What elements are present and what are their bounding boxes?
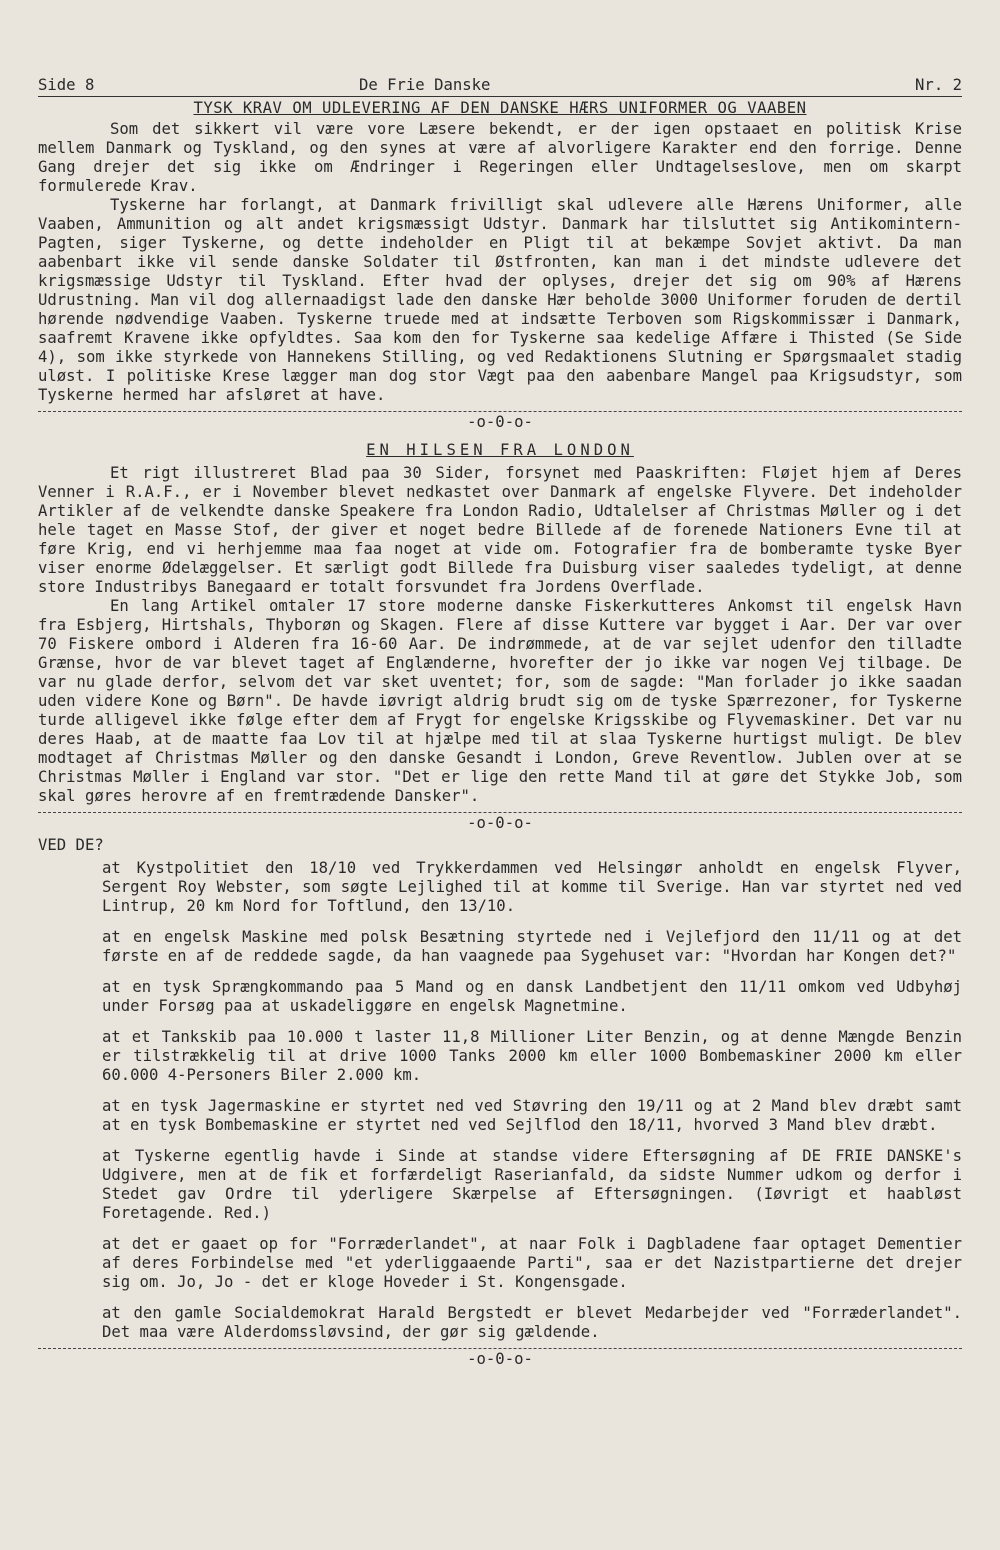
separator-mark: -o-0-o-	[467, 1350, 533, 1368]
ved-de-item: at det er gaaet op for "Forræderlandet", at naar Folk i Dagbladene faar optaget Dementier af deres Forbindelse med "et yderliggaaende Parti", saa er det Nazistpartierne det drejer sig om. Jo, Jo - det er kloge Hoveder i St. Kongensgade.	[102, 1235, 962, 1291]
article2-heading: EN HILSEN FRA LONDON	[366, 441, 634, 459]
separator-mark: -o-0-o-	[467, 814, 533, 832]
ved-de-item: at et Tankskib paa 10.000 t laster 11,8 Millioner Liter Benzin, og at denne Mængde Benzin er tilstrækkelig til at drive 1000 Tanks 2000 km eller 1000 Bombemaskiner 2000 km eller 60.000 4-Personers Biler 2.000 km.	[102, 1028, 962, 1084]
ved-de-item: at en engelsk Maskine med polsk Besætning styrtede ned i Vejlefjord den 11/11 og at det første en af de reddede sagde, da han vaagnede paa Sygehuset var: "Hvordan har Kongen det?"	[102, 928, 962, 965]
ved-de-title: VED DE?	[38, 836, 104, 854]
separator-line	[38, 812, 962, 813]
ved-de-item: at en tysk Jagermaskine er styrtet ned ved Støvring den 19/11 og at 2 Mand blev dræbt samt at en tysk Bombemaskine er styrtet ned ved Sejlflod den 18/11, hvorved 3 Mand blev dræbt.	[102, 1097, 962, 1134]
article2-paragraph: En lang Artikel omtaler 17 store moderne danske Fiskerkutteres Ankomst til engelsk Havn fra Esbjerg, Hirtshals, Thyborøn og Skagen. Flere af disse Kuttere var bygget i Aar. Der var over 70 Fiskere ombord i Alderen fra 16-60 Aar. De indrømmede, at de var sejlet udenfor den tilladte Grænse, hvor de var blevet taget af Englænderne, hvorefter der jo ikke var nogen Vej tilbage. De var nu glade derfor, selvom det var sket uventet; for, som de sagde: "Man forlader jo ikke saadan uden videre Kone og Børn". De havde iøvrigt aldrig brudt sig om de tyske Spærrezoner, for Tyskerne turde alligevel ikke følge efter dem af Frygt for engelske Krigsskibe og Flyvemaskiner. Det var nu deres Haab, at de maatte faa Lov til at hjælpe med til at slaa Tyskerne hurtigst muligt. De blev modtaget af Christmas Møller og den danske Gesandt i London, Greve Reventlow. Jublen over at se Christmas Møller i England var stor. "Det er lige den rette Mand til at gøre det Stykke Job, som skal gøres herovre af en fremtrædende Dansker".	[38, 597, 962, 805]
separator-line	[38, 1348, 962, 1349]
section-separator	[38, 808, 962, 830]
article2-paragraph: Et rigt illustreret Blad paa 30 Sider, forsynet med Paaskriften: Fløjet hjem af Deres Venner i R.A.F., er i November blevet nedkastet over Danmark af engelske Flyvere. Det indeholder Artikler af de velkendte danske Speakere fra London Radio, Udtalelser af Christmas Møller og i det hele taget en Masse Stof, der giver et noget bedre Billede af de forenede Nationers Evne til at føre Krig, end vi herhjemme maa faa noget at vide om. Fotografier fra de bomberamte tyske Byer viser enorme Ødelæggelser. Et særligt godt Billede fra Duisburg viser saaledes tydeligt, at denne store Industribys Banegaard er totalt forsvundet fra Jordens Overflade.	[38, 464, 962, 596]
newspaper-title: De Frie Danske	[358, 76, 491, 94]
article1-paragraph: Tyskerne har forlangt, at Danmark frivilligt skal udlevere alle Hærens Uniformer, alle Vaaben, Ammunition og alt andet krigsmæssigt Udstyr. Danmark har tilsluttet sig Antikomintern-Pagten, siger Tyskerne, og dette indeholder en Pligt til at bekæmpe Sovjet aktivt. Da man aabenbart ikke vil sende danske Soldater til Østfronten, kan man i det mindste udlevere det krigsmæssige Udstyr til Tyskland. Efter hvad der oplyses, drejer det sig om 90% af Hærens Udrustning. Man vil dog allernaadigst lade den danske Hær beholde 3000 Uniformer foruden de dertil hørende nødvendige Vaaben. Tyskerne truede med at indsætte Terboven som Rigskommissær i Danmark, saafremt Kravene ikke opfyldtes. Saa kom den for Tyskerne saa kedelige Affære i Thisted (Se Side 4), som ikke styrkede von Hannekens Stilling, og ved Redaktionens Slutning er Spørgsmaalet stadig uløst. I politiske Krese lægger man dog stor Vægt paa den aabenbare Mangel paa Krigsudstyr, som Tyskerne hermed har afsløret at have.	[38, 196, 962, 404]
ved-de-item: at den gamle Socialdemokrat Harald Bergstedt er blevet Medarbejder ved "Forræderlandet". Det maa være Alderdomssløvsind, der gør sig gældende.	[102, 1304, 962, 1341]
page-header	[38, 76, 962, 97]
ved-de-item: at Tyskerne egentlig havde i Sinde at standse videre Eftersøgning af DE FRIE DANSKE's Udgivere, men at de fik et forfærdeligt Raserianfald, da sidste Nummer udkom og derfor i Stedet gav Ordre til yderligere Skærpelse af Eftersøgningen. (Iøvrigt et haabløst Foretagende. Red.)	[102, 1147, 962, 1222]
separator-mark: -o-0-o-	[467, 413, 533, 431]
section-separator	[38, 407, 962, 429]
article1-heading: TYSK KRAV OM UDLEVERING AF DEN DANSKE HÆRS UNIFORMER OG VAABEN	[193, 99, 807, 117]
section-separator	[38, 1344, 962, 1366]
ved-de-item: at Kystpolitiet den 18/10 ved Trykkerdammen ved Helsingør anholdt en engelsk Flyver, Sergent Roy Webster, som søgte Lejlighed til at komme til Sverige. Han var styrtet ned ved Lintrup, 20 km Nord for Toftlund, den 13/10.	[102, 859, 962, 915]
ved-de-item: at en tysk Sprængkommando paa 5 Mand og en dansk Landbetjent den 11/11 omkom ved Udbyhøj under Forsøg paa at uskadeliggøre en engelsk Magnetmine.	[102, 978, 962, 1015]
issue-number: Nr. 2	[915, 76, 962, 94]
page-number: Side 8	[38, 76, 95, 94]
separator-line	[38, 411, 962, 412]
article1-paragraph: Som det sikkert vil være vore Læsere bekendt, er der igen opstaaet en politisk Krise mellem Danmark og Tyskland, og den synes at være af alvorligere Karakter end den forrige. Denne Gang drejer det sig ikke om Ændringer i Regeringen eller Undtagelseslove, men om skarpt formulerede Krav.	[38, 120, 962, 195]
